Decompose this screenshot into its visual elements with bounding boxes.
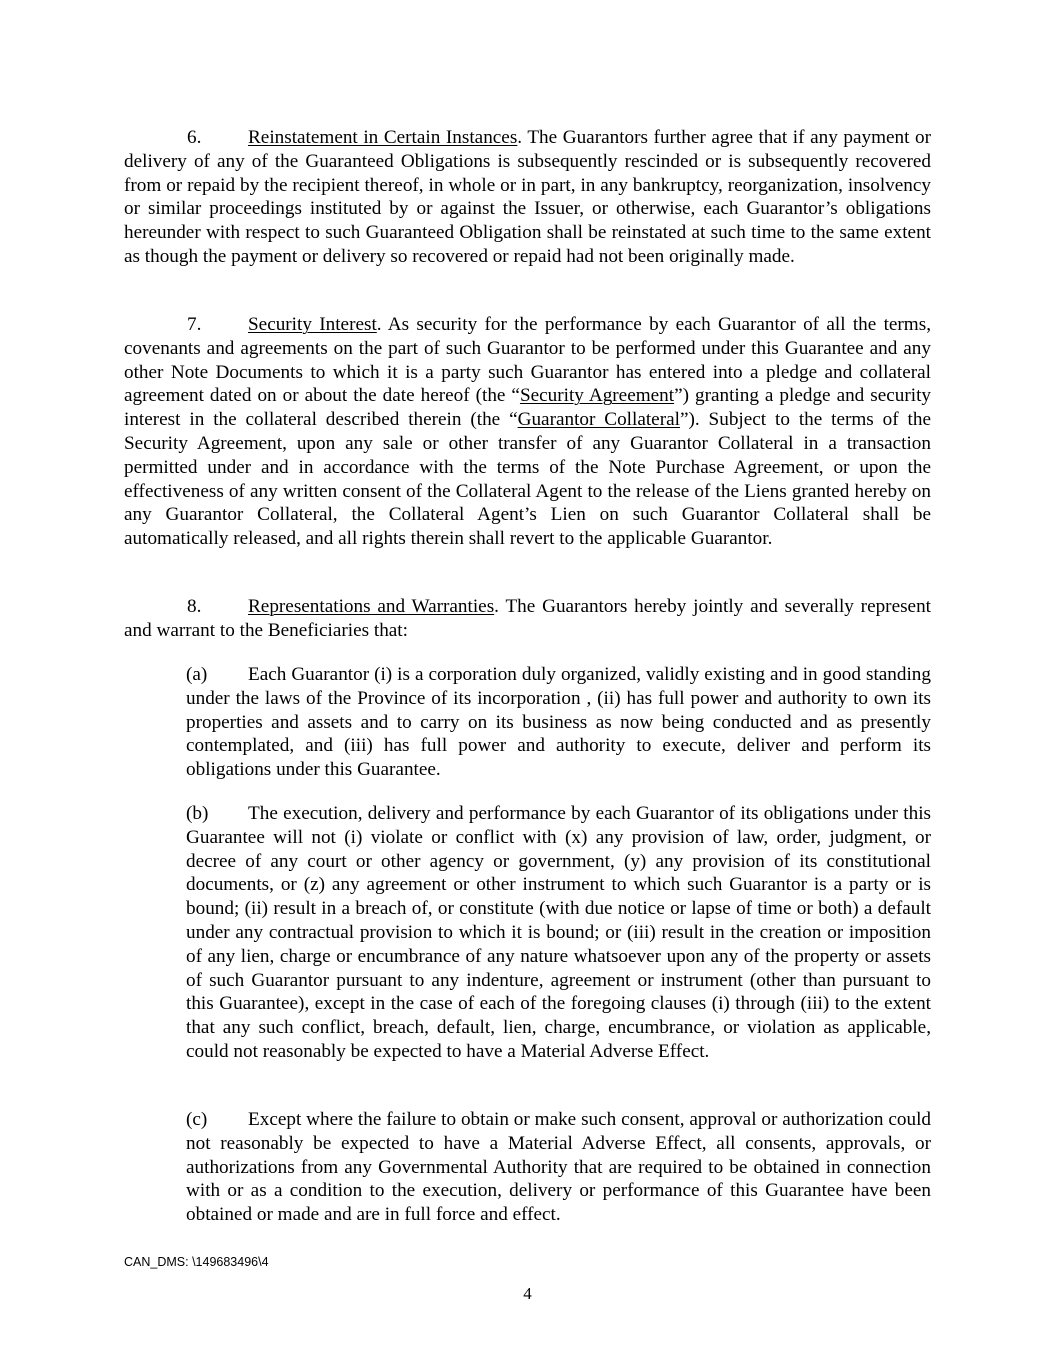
clause-c-label: (c) (186, 1109, 208, 1130)
section-8-number: 8. (187, 596, 202, 617)
section-6-heading: Reinstatement in Certain Instances (248, 127, 518, 148)
clause-a-label: (a) (186, 664, 208, 685)
defined-term-security-agreement: Security Agreement (519, 385, 675, 407)
defined-term-guarantor-collateral: Guarantor Collateral (517, 409, 680, 431)
section-8-heading: Representations and Warranties (248, 596, 495, 617)
section-6-text: . The Guarantors further agree that if any payment or delivery of any of the Guaranteed Obligations is subsequently rescinded or is subsequently recovered from or repaid by the recipient thereof, in whole or in part, in any bankruptcy, reorganization, insolvency or similar proceedings instituted by or against the Issuer, or otherwise, each Guarantor’s obligations hereunder with respect to such Guaranteed Obligation shall be reinstated at such time to the same extent as though the payment or delivery so recovered or repaid had not been originally made. (124, 127, 932, 267)
clause-b (186, 802, 931, 1064)
section-7-text-2: ”) granting a pledge and security interest in the collateral described therein (the “ (124, 385, 932, 431)
clause-b-label: (b) (186, 803, 209, 824)
clause-a-text: Each Guarantor (i) is a corporation duly organized, validly existing and in good standing under the laws of the Province of its incorporation , (ii) has full power and authority to own its properties and assets and to carry on its business as now being conducted and as presently contemplated, and (iii) has full power and authority to execute, deliver and perform its obligations under this Guarantee. (186, 664, 931, 781)
section-8 (124, 595, 931, 643)
document-id: CAN_DMS: \149683496\4 (124, 1255, 269, 1269)
clause-a (186, 663, 931, 782)
section-6 (124, 126, 931, 269)
section-6-number: 6. (187, 127, 202, 148)
section-7-heading: Security Interest (248, 314, 377, 335)
section-7-number: 7. (187, 314, 202, 335)
section-7-text-1: . As security for the performance by each Guarantor of all the terms, covenants and agreements on the part of such Guarantor to be performed under this Guarantee and any other Note Documents to which it is a party such Guarantor has entered into a pledge and collateral agreement dated on or about the date hereof (the “ (124, 314, 931, 407)
section-7-text-3: ”). Subject to the terms of the Security Agreement, upon any sale or other transfer of any Guarantor Collateral in a transaction permitted under and in accordance with the terms of the Note Purchase Agreement, or upon the effectiveness of any written consent of the Collateral Agent to the release of the Liens granted hereby on any Guarantor Collateral, the Collateral Agent’s Lien on such Guarantor Collateral shall be automatically released, and all rights therein shall revert to the applicable Guarantor. (124, 409, 931, 550)
section-8-text: . The Guarantors hereby jointly and severally represent and warrant to the Beneficiaries that: (124, 596, 931, 641)
clause-c (186, 1108, 931, 1227)
clause-b-text: The execution, delivery and performance by each Guarantor of its obligations under this Guarantee will not (i) violate or conflict with (x) any provision of law, order, judgment, or decree of any court or other agency or government, (y) any provision of its constitutional documents, or (z) any agreement or other instrument to which such Guarantor is a party or is bound; (ii) result in a breach of, or constitute (with due notice or lapse of time or both) a default under any contractual provision to which it is bound; or (iii) result in the creation or imposition of any lien, charge or encumbrance of any nature whatsoever upon any of the property or assets of such Guarantor pursuant to any indenture, agreement or instrument (other than pursuant to this Guarantee), except in the case of each of the foregoing clauses (i) through (iii) to the extent that any such conflict, breach, default, lien, charge, encumbrance, or violation as applicable, could not reasonably be expected to have a Material Adverse Effect. (186, 803, 931, 1062)
page-number: 4 (523, 1284, 532, 1303)
clause-c-text: Except where the failure to obtain or make such consent, approval or authorization could not reasonably be expected to have a Material Adverse Effect, all consents, approvals, or authorizations from any Governmental Authority that are required to be obtained in connection with or as a condition to the execution, delivery or performance of this Guarantee have been obtained or made and are in full force and effect. (186, 1109, 931, 1226)
section-7 (124, 313, 931, 551)
